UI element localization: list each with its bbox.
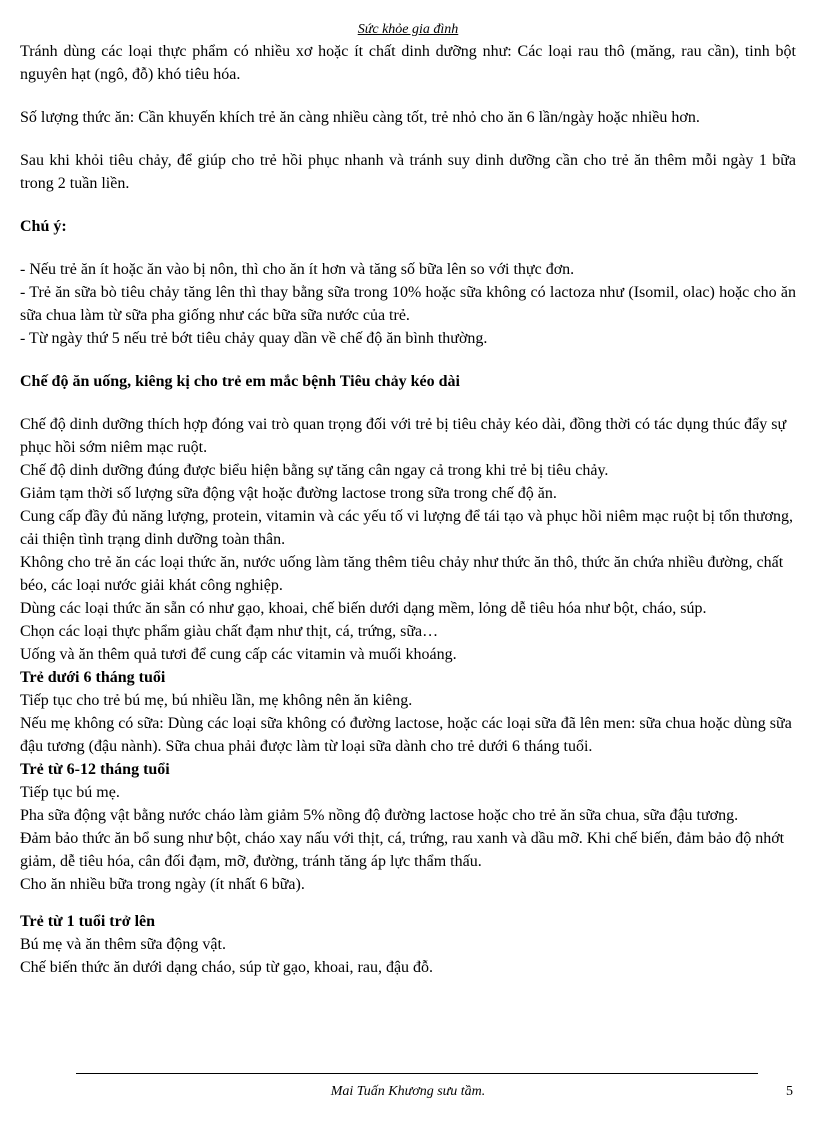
paragraph-food-quantity: Số lượng thức ăn: Cần khuyến khích trẻ ăn càng nhiều càng tốt, trẻ nhỏ cho ăn 6 lần/ngày hoặc nhiều hơn. bbox=[20, 109, 700, 126]
footer-credit: Mai Tuấn Khương sưu tầm. bbox=[330, 1084, 486, 1099]
footer-divider bbox=[76, 1073, 758, 1074]
section-paragraph: Chọn các loại thực phẩm giàu chất đạm như thịt, cá, trứng, sữa… bbox=[20, 623, 439, 640]
note-item: - Từ ngày thứ 5 nếu trẻ bớt tiêu chảy quay dần về chế độ ăn bình thường. bbox=[20, 330, 488, 347]
section-paragraph: Uống và ăn thêm quả tươi để cung cấp các vitamin và muối khoáng. bbox=[20, 646, 457, 663]
section-paragraph: Chế biến thức ăn dưới dạng cháo, súp từ gạo, khoai, rau, đậu đỗ. bbox=[20, 959, 434, 976]
section-paragraph: Dùng các loại thức ăn sẵn có như gạo, khoai, chế biến dưới dạng mềm, lỏng dễ tiêu hóa như bột, cháo, súp. bbox=[20, 600, 707, 617]
note-heading: Chú ý: bbox=[20, 218, 67, 235]
page-content bbox=[20, 40, 796, 979]
section-paragraph: Tiếp tục bú mẹ. bbox=[20, 784, 120, 801]
section-paragraph: Nếu mẹ không có sữa: Dùng các loại sữa không có đường lactose, hoặc các loại sữa đã lên men: sữa chua hoặc dùng sữa đậu tương (đậu nành). Sữa chua phải được làm từ loại sữa dành cho trẻ dưới 6 tháng tuổi. bbox=[20, 715, 792, 755]
paragraph-after-recovery: Sau khi khỏi tiêu chảy, để giúp cho trẻ hồi phục nhanh và tránh suy dinh dưỡng cần cho trẻ ăn thêm mỗi ngày 1 bữa trong 2 tuần liền. bbox=[20, 152, 796, 192]
section-paragraph: Chế độ dinh dưỡng đúng được biểu hiện bằng sự tăng cân ngay cả trong khi trẻ bị tiêu chảy. bbox=[20, 462, 609, 479]
header-title: Sức khỏe gia đình bbox=[357, 22, 459, 37]
subheading-1-year-up: Trẻ từ 1 tuổi trở lên bbox=[20, 913, 156, 930]
section-paragraph: Bú mẹ và ăn thêm sữa động vật. bbox=[20, 936, 226, 953]
section-paragraph: Đảm bảo thức ăn bổ sung như bột, cháo xay nấu với thịt, cá, trứng, rau xanh và dầu mỡ. Khi chế biến, đảm bảo độ nhớt giảm, dễ tiêu hóa, cân đối đạm, mỡ, đường, tránh tăng áp lực thẩm thấu. bbox=[20, 830, 785, 870]
page-header bbox=[0, 22, 816, 38]
page-number: 5 bbox=[786, 1084, 793, 1099]
section-paragraph: Cung cấp đầy đủ năng lượng, protein, vitamin và các yếu tố vi lượng để tái tạo và phục hồi niêm mạc ruột bị tổn thương, cải thiện tình trạng dinh dưỡng toàn thân. bbox=[20, 508, 794, 548]
subheading-under-6-months: Trẻ dưới 6 tháng tuổi bbox=[20, 669, 166, 686]
section-paragraph: Giảm tạm thời số lượng sữa động vật hoặc đường lactose trong sữa trong chế độ ăn. bbox=[20, 485, 557, 502]
section-paragraph: Chế độ dinh dưỡng thích hợp đóng vai trò quan trọng đối với trẻ bị tiêu chảy kéo dài, đồng thời có tác dụng thúc đẩy sự phục hồi sớm niêm mạc ruột. bbox=[20, 416, 787, 456]
section-paragraph: Cho ăn nhiều bữa trong ngày (ít nhất 6 bữa). bbox=[20, 876, 305, 893]
subheading-6-12-months: Trẻ từ 6-12 tháng tuổi bbox=[20, 761, 170, 778]
note-item: - Nếu trẻ ăn ít hoặc ăn vào bị nôn, thì cho ăn ít hơn và tăng số bữa lên so với thực đơn. bbox=[20, 261, 575, 278]
paragraph-avoid-foods: Tránh dùng các loại thực phẩm có nhiều xơ hoặc ít chất dinh dưỡng như: Các loại rau thô (măng, rau cần), tinh bột nguyên hạt (ngô, đỗ) khó tiêu hóa. bbox=[20, 43, 796, 83]
section-paragraph: Tiếp tục cho trẻ bú mẹ, bú nhiều lần, mẹ không nên ăn kiêng. bbox=[20, 692, 413, 709]
section-heading: Chế độ ăn uống, kiêng kị cho trẻ em mắc bệnh Tiêu chảy kéo dài bbox=[20, 373, 460, 390]
section-paragraph: Không cho trẻ ăn các loại thức ăn, nước uống làm tăng thêm tiêu chảy như thức ăn thô, thức ăn chứa nhiều đường, chất béo, các loại nước giải khát công nghiệp. bbox=[20, 554, 784, 594]
section-paragraph: Pha sữa động vật bằng nước cháo làm giảm 5% nồng độ đường lactose hoặc cho trẻ ăn sữa chua, sữa đậu tương. bbox=[20, 807, 739, 824]
note-item: - Trẻ ăn sữa bò tiêu chảy tăng lên thì thay bằng sữa trong 10% hoặc sữa không có lactoza như (Isomil, olac) hoặc cho ăn sữa chua làm từ sữa pha giống như các bữa sữa nước của trẻ. bbox=[20, 284, 796, 324]
